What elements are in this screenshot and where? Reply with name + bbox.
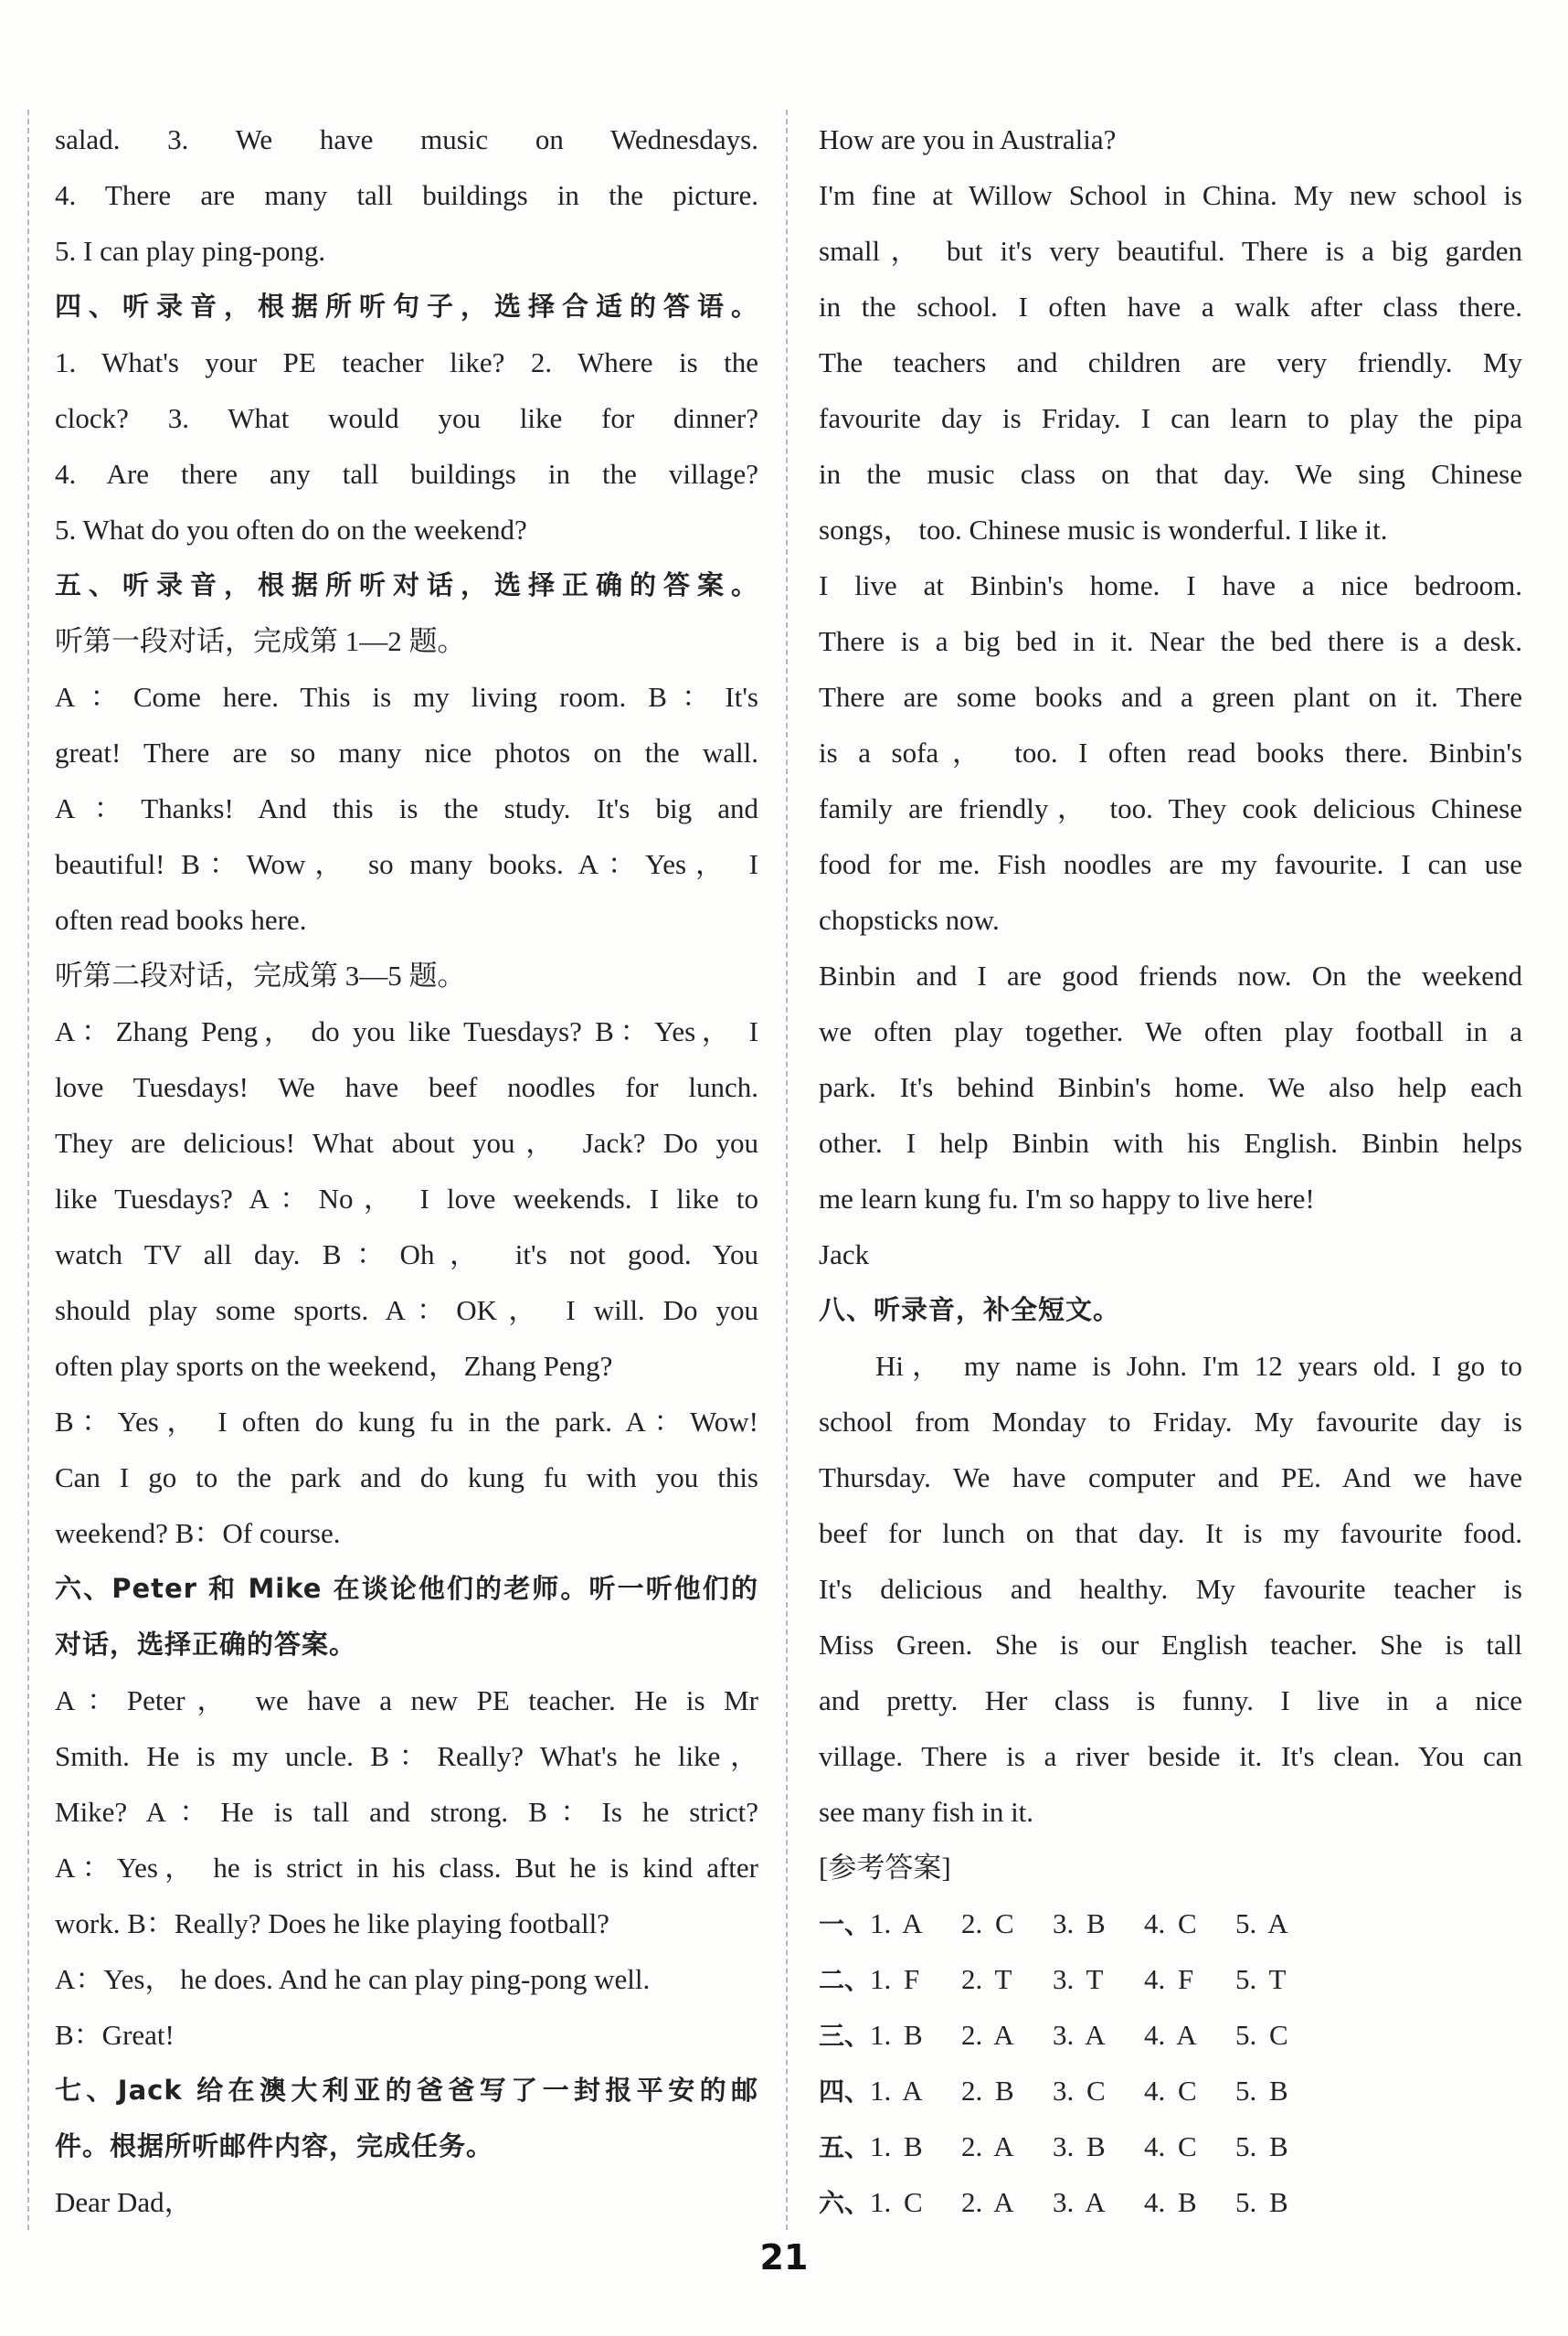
answer-item: 4. C [1144,2130,1197,2162]
right-text-line: me learn kung fu. I'm so happy to live here! [819,1183,1315,1215]
left-text-line: B：Great! [55,2019,175,2051]
left-text-line: B：Yes， I often do kung fu in the park. A：Wow! [55,1406,758,1438]
right-text-line: chopsticks now. [819,904,1000,936]
right-text-line: 八、听录音，补全短文。 [819,1294,1121,1325]
right-text-line: other. I help Binbin with his English. Binbin helps [819,1127,1522,1159]
left-text-line: 听第二段对话，完成第 3—5 题。 [55,960,466,992]
right-text-line: we often play together. We often play football in a [819,1015,1522,1047]
answer-section-label: 二、 [819,1965,871,1995]
answer-section-label: 五、 [819,2132,871,2162]
left-text-line: beautiful! B：Wow， so many books. A：Yes， I [55,848,758,880]
right-text-line: Binbin and I are good friends now. On the weekend [819,960,1522,992]
answer-item: 1. A [870,1907,923,1939]
answer-item: 3. B [1053,1907,1106,1939]
right-column [819,111,1522,2230]
left-text-line: 4. There are many tall buildings in the picture. [55,179,758,211]
column-divider [786,110,788,2230]
left-text-line: A：Yes， he is strict in his class. But he is kind after [55,1852,758,1884]
right-text-line: in the music class on that day. We sing Chinese [819,458,1522,490]
left-text-line: A：Come here. This is my living room. B：It's [55,681,758,713]
left-text-line: They are delicious! What about you， Jack? Do you [55,1127,758,1159]
left-text-line: Dear Dad， [55,2186,193,2218]
left-text-line: 件。根据所听邮件内容，完成任务。 [55,2130,494,2161]
answer-section-label: 四、 [819,2076,871,2107]
left-text-line: 4. Are there any tall buildings in the village? [55,458,758,490]
right-text-line: I'm fine at Willow School in China. My new school is [819,179,1522,211]
answer-row [819,2118,1522,2174]
left-text-line: weekend? B：Of course. [55,1517,341,1549]
left-text-line: work. B：Really? Does he like playing football? [55,1907,609,1939]
answer-item: 5. T [1235,1963,1287,1995]
left-text-line: 七、Jack 给在澳大利亚的爸爸写了一封报平安的邮 [55,2075,758,2106]
left-column [55,111,758,2230]
right-text-line: beef for lunch on that day. It is my favourite food. [819,1517,1522,1549]
left-text-line: 四、听录音，根据所听句子，选择合适的答语。 [55,291,758,322]
left-text-line: 5. What do you often do on the weekend? [55,514,527,546]
answer-item: 5. C [1235,2019,1288,2051]
answer-item: 4. F [1144,1963,1194,1995]
left-text-line: A：Zhang Peng， do you like Tuesdays? B：Yes， I [55,1015,758,1047]
right-text-line: It's delicious and healthy. My favourite teacher is [819,1573,1522,1605]
right-text-line: The teachers and children are very friendly. My [819,346,1522,378]
right-text-line: I live at Binbin's home. I have a nice bedroom. [819,569,1522,601]
right-text-line: songs， too. Chinese music is wonderful. I like it. [819,514,1388,546]
answer-item: 2. A [961,2130,1014,2162]
answer-item: 3. B [1053,2130,1106,2162]
left-text-line: Can I go to the park and do kung fu with you this [55,1461,758,1493]
left-margin-rule [27,110,29,2230]
answer-item: 4. A [1144,2019,1197,2051]
right-text-line: Thursday. We have computer and PE. And we have [819,1461,1522,1493]
left-text-line: A：Thanks! And this is the study. It's big and [55,792,758,824]
answer-row [819,2174,1522,2230]
right-text-line: small， but it's very beautiful. There is a big garden [819,235,1522,267]
left-text-line: 1. What's your PE teacher like? 2. Where is the [55,346,758,378]
left-text-line: 对话，选择正确的答案。 [55,1629,357,1660]
right-text-line: How are you in Australia? [819,123,1117,155]
answer-section-label: 三、 [819,2021,871,2051]
right-text-line: Miss Green. She is our English teacher. She is tall [819,1629,1522,1661]
left-text-line: salad. 3. We have music on Wednesdays. [55,123,758,155]
answer-item: 5. B [1235,2186,1288,2218]
right-text-line: family are friendly， too. They cook delicious Chinese [819,792,1522,824]
left-text-line: like Tuesdays? A：No， I love weekends. I like to [55,1183,758,1215]
right-text-line: is a sofa， too. I often read books there. Binbin's [819,737,1522,769]
answer-item: 5. B [1235,2130,1288,2162]
left-text-line: 5. I can play ping-pong. [55,235,326,267]
answer-section-label: 六、 [819,2188,871,2218]
right-text-line: school from Monday to Friday. My favourite day is [819,1406,1522,1438]
answer-item: 5. A [1235,1907,1288,1939]
left-text-line: 听第一段对话，完成第 1—2 题。 [55,625,466,657]
answer-item: 1. B [870,2019,923,2051]
answer-item: 3. A [1053,2019,1106,2051]
answer-row [819,1951,1522,2007]
answer-item: 5. B [1235,2075,1288,2107]
right-text-line: There are some books and a green plant on it. There [819,681,1522,713]
right-text-line: and pretty. Her class is funny. I live in a nice [819,1684,1522,1716]
answer-item: 3. C [1053,2075,1106,2107]
left-text-line: A：Yes， he does. And he can play ping-pong well. [55,1963,651,1995]
answer-item: 3. A [1053,2186,1106,2218]
answer-item: 2. A [961,2186,1014,2218]
answer-item: 3. T [1053,1963,1104,1995]
answer-item: 4. B [1144,2186,1197,2218]
left-text-line: A：Peter， we have a new PE teacher. He is Mr [55,1684,758,1716]
left-text-line: 五、听录音，根据所听对话，选择正确的答案。 [55,569,758,600]
right-text-line: village. There is a river beside it. It's clean. You can [819,1740,1522,1772]
right-text-line: Jack [819,1238,870,1270]
answer-item: 2. A [961,2019,1014,2051]
left-text-line: love Tuesdays! We have beef noodles for lunch. [55,1071,758,1103]
left-text-line: watch TV all day. B：Oh， it's not good. You [55,1238,758,1270]
right-text-line: see many fish in it. [819,1796,1034,1828]
left-text-line: Smith. He is my uncle. B：Really? What's he like， [55,1740,758,1772]
right-text-line: Hi， my name is John. I'm 12 years old. I go to [875,1350,1522,1382]
left-text-line: often read books here. [55,904,307,936]
right-text-line: favourite day is Friday. I can learn to play the pipa [819,402,1522,434]
right-text-line: in the school. I often have a walk after class there. [819,291,1522,323]
left-text-line: great! There are so many nice photos on the wall. [55,737,758,769]
answer-item: 1. B [870,2130,923,2162]
left-text-line: should play some sports. A：OK， I will. Do you [55,1294,758,1326]
left-text-line: Mike? A：He is tall and strong. B：Is he strict? [55,1796,758,1828]
page-number: 21 [759,2237,809,2278]
answer-row [819,2007,1522,2063]
answer-item: 2. B [961,2075,1014,2107]
right-text-line: park. It's behind Binbin's home. We also help each [819,1071,1522,1103]
answer-item: 2. T [961,1963,1012,1995]
left-text-line: often play sports on the weekend， Zhang Peng? [55,1350,613,1382]
answer-item: 4. C [1144,2075,1197,2107]
answer-item: 1. C [870,2186,923,2218]
answer-item: 2. C [961,1907,1014,1939]
answer-item: 4. C [1144,1907,1197,1939]
answer-section-label: 一、 [819,1909,871,1939]
answer-row [819,1895,1522,1951]
right-text-line: [参考答案] [819,1852,951,1884]
right-text-line: There is a big bed in it. Near the bed there is a desk. [819,625,1522,657]
left-text-line: 六、Peter 和 Mike 在谈论他们的老师。听一听他们的 [55,1573,758,1604]
answer-row [819,2063,1522,2118]
left-text-line: clock? 3. What would you like for dinner? [55,402,758,434]
right-text-line: food for me. Fish noodles are my favourite. I can use [819,848,1522,880]
answer-item: 1. F [870,1963,920,1995]
answer-item: 1. A [870,2075,923,2107]
